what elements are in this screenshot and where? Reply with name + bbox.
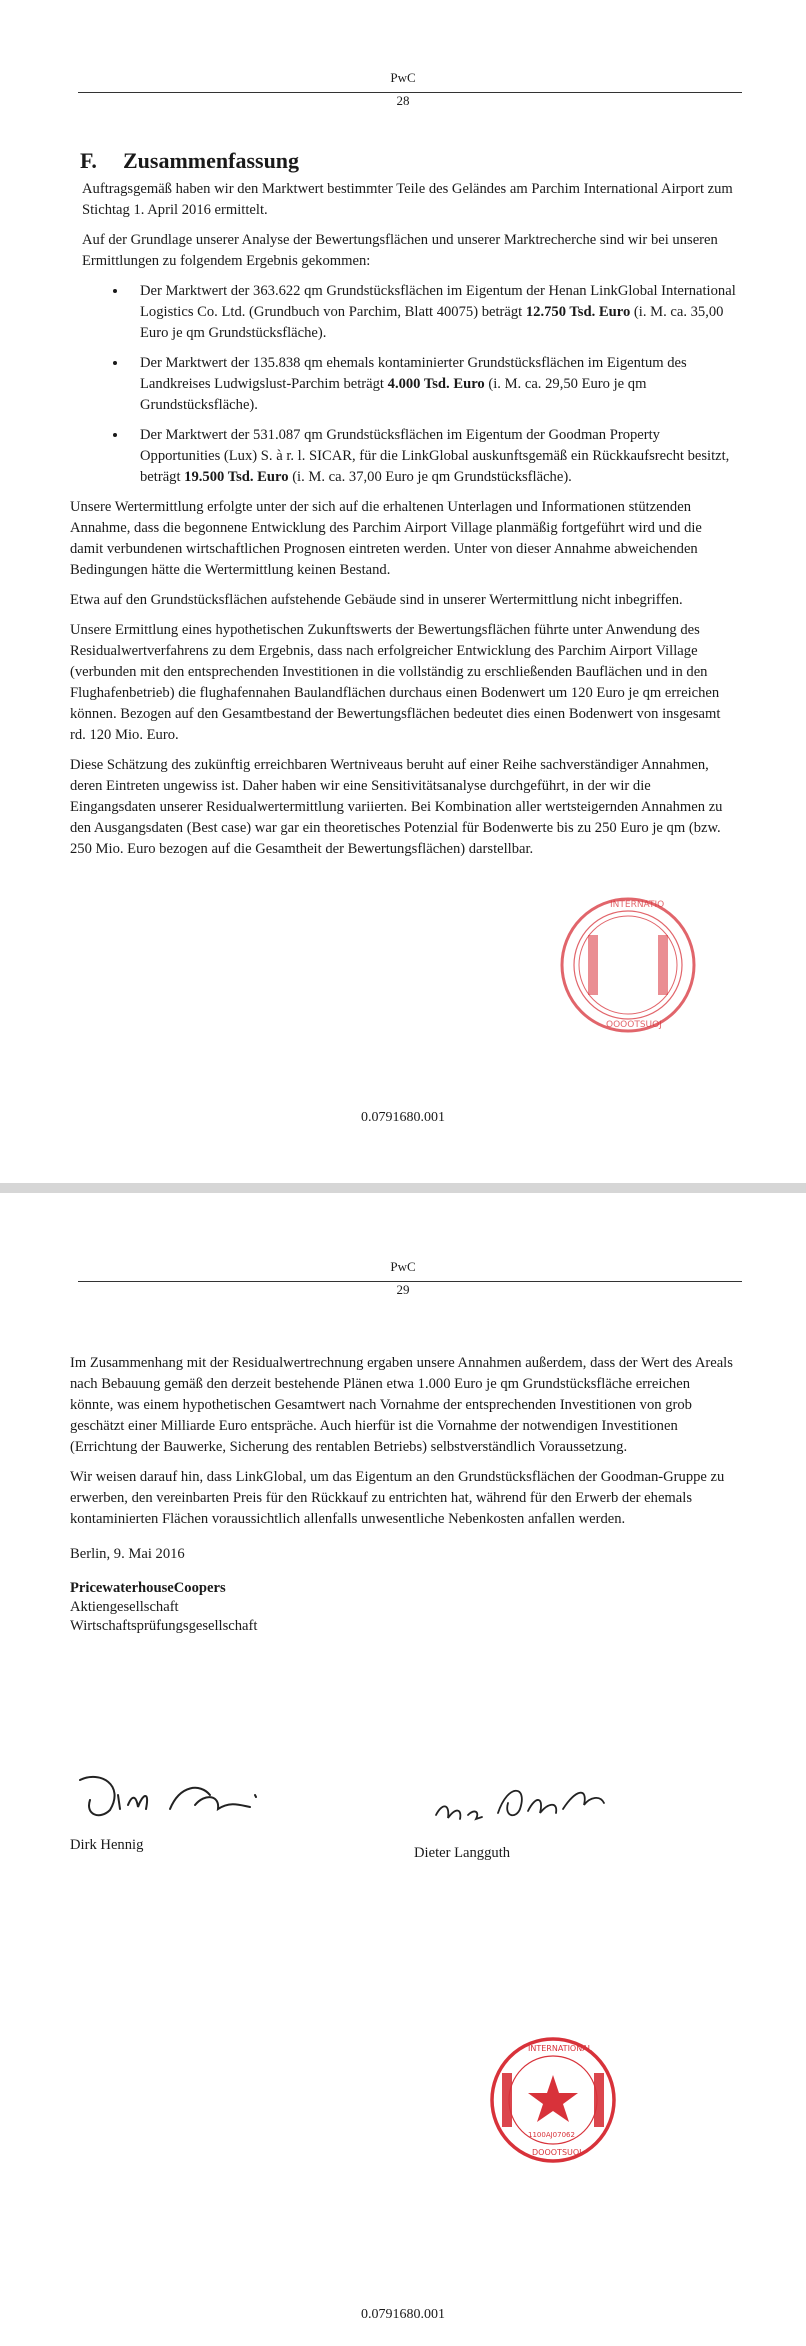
bullet-text: (i. M. ca. 29,50 Euro je qm Grundstücksfläche). xyxy=(140,376,647,413)
svg-text:OOOOTSUOJ: OOOOTSUOJ xyxy=(606,1020,662,1030)
company-block xyxy=(70,1579,736,1636)
section-letter: F. xyxy=(80,148,97,173)
page-body xyxy=(70,1353,736,1636)
bullet-text: (i. M. ca. 37,00 Euro je qm Grundstücksfläche). xyxy=(288,469,572,485)
bullet-text: Der Marktwert der 135.838 qm ehemals kontaminierter Grundstücksflächen im Eigentum des Landkreises Ludwigslust-Parchim beträgt xyxy=(140,355,687,392)
svg-text:1100AJ07062: 1100AJ07062 xyxy=(528,2131,575,2139)
body-paragraph: Wir weisen darauf hin, dass LinkGlobal, um das Eigentum an den Grundstücksflächen der Goodman-Gruppe zu erwerben, den vereinbarten Preis für den Rückkauf zu entrichten hat, während für den Erwerb der ehemals kontaminierten Flächen voraussichtlich allenfalls unwesentliche Nebenkosten anfallen werden. xyxy=(70,1469,725,1527)
place-date: Berlin, 9. Mai 2016 xyxy=(70,1546,185,1562)
page-number: 28 xyxy=(396,93,410,108)
bullet-value: 4.000 Tsd. Euro xyxy=(387,376,485,392)
list-item xyxy=(128,425,736,488)
body-paragraph: Unsere Wertermittlung erfolgte unter der sich auf die erhaltenen Unterlagen und Informationen stützenden Annahme, dass die begonnene Entwicklung des Parchim Airport Village planmäßig fortgeführt wird und die damit verbundenen wirtschaftlichen Prognosen eintreten werden. Unter von dieser Annahme abweichenden Bedingungen hätte die Wertermittlung keinen Bestand. xyxy=(70,499,702,578)
page-number: 29 xyxy=(396,1282,410,1297)
intro-paragraph: Auftragsgemäß haben wir den Marktwert bestimmter Teile des Geländes am Parchim International Airport zum Stichtag 1. April 2016 ermittelt. xyxy=(82,181,733,218)
company-seal-stamp xyxy=(558,895,698,1035)
company-name: PricewaterhouseCoopers xyxy=(70,1580,226,1596)
page-separator xyxy=(0,1183,806,1193)
header-label: PwC xyxy=(390,1259,416,1274)
company-seal-stamp xyxy=(488,2035,618,2165)
result-list xyxy=(70,281,736,488)
body-paragraph: Unsere Ermittlung eines hypothetischen Zukunftswerts der Bewertungsflächen führte unter Anwendung des Residualwertverfahrens zu dem Ergebnis, dass nach erfolgreicher Entwicklung des Parchim Airport Village (verbunden mit den entsprechenden Investitionen in die vollständig zu erschließenden Bauflächen und in den Flughafenbetrieb) die flughafennahen Baulandflächen durchaus einen Bodenwert um 120 Euro je qm erreichen können. Bezogen auf den Gesamtbestand der Bewertungsflächen bedeutet dies einen Bodenwert von insgesamt rd. 120 Mio. Euro. xyxy=(70,622,721,743)
list-item xyxy=(128,353,736,416)
intro-paragraph: Auf der Grundlage unserer Analyse der Bewertungsflächen und unserer Marktrecherche sind wir bei unseren Ermittlungen zu folgendem Ergebnis gekommen: xyxy=(82,232,718,269)
list-item xyxy=(128,281,736,344)
bullet-text: Der Marktwert der 363.622 qm Grundstücksflächen im Eigentum der Henan LinkGlobal International Logistics Co. Ltd. (Grundbuch von Parchim, Blatt 40075) beträgt xyxy=(140,283,736,320)
section-heading xyxy=(80,150,736,171)
signatory-left: Dirk Hennig xyxy=(70,1837,144,1853)
document-reference: 0.0791680.001 xyxy=(361,1110,445,1125)
document-page-29 xyxy=(0,1193,806,2346)
bullet-value: 19.500 Tsd. Euro xyxy=(184,469,289,485)
signature-dieter-langguth xyxy=(428,1773,618,1833)
body-paragraph: Etwa auf den Grundstücksflächen aufstehende Gebäude sind in unserer Wertermittlung nicht inbegriffen. xyxy=(70,592,683,608)
intro-block xyxy=(70,179,736,272)
document-reference: 0.0791680.001 xyxy=(361,2307,445,2322)
svg-text:INTERNATIONAL: INTERNATIONAL xyxy=(528,2044,593,2053)
signature-dirk-hennig xyxy=(70,1765,280,1830)
header-label: PwC xyxy=(390,70,416,85)
bullet-value: 12.750 Tsd. Euro xyxy=(525,304,631,320)
body-paragraph: Diese Schätzung des zukünftig erreichbaren Wertniveaus beruht auf einer Reihe sachverständiger Annahmen, deren Eintreten ungewiss ist. Daher haben wir eine Sensitivitätsanalyse durchgeführt, in der wir die Eingangsdaten unserer Residualwertermittlung variierten. Bei Kombination aller wertsteigernden Annahmen zu den Ausgangsdaten (Best case) war gar ein theoretisches Potenzial für Bodenwerte bis zu 250 Euro je qm (bzw. 250 Mio. Euro bezogen auf die Gesamtheit der Bewertungsflächen) darstellbar. xyxy=(70,757,723,857)
page-body xyxy=(70,150,736,869)
section-title: Zusammenfassung xyxy=(123,148,300,173)
bullet-text: Der Marktwert der 531.087 qm Grundstücksflächen im Eigentum der Goodman Property Opportunities (Lux) S. à r. l. SICAR, für die LinkGlobal auskunftsgemäß ein Rückkaufsrecht besitzt, beträgt xyxy=(140,427,730,485)
svg-text:DOOOTSUOJ: DOOOTSUOJ xyxy=(532,2148,582,2157)
bullet-text: (i. M. ca. 35,00 Euro je qm Grundstücksfläche). xyxy=(140,304,724,341)
body-paragraph: Im Zusammenhang mit der Residualwertrechnung ergaben unsere Annahmen außerdem, dass der Wert des Areals nach Bebauung gemäß den derzeit bestehende Plänen etwa 1.000 Euro je qm Grundstücksfläche erreichen könnte, was einem hypothetischen Gesamtwert nach Vornahme der entsprechenden Investitionen von grob geschätzt einer Milliarde Euro entspräche. Auch hierfür ist die Vornahme der notwendigen Investitionen (Errichtung der Bauwerke, Sicherung des rentablen Betriebs) selbstverständlich Voraussetzung. xyxy=(70,1355,733,1455)
company-line: Aktiengesellschaft xyxy=(70,1599,179,1615)
signatory-right: Dieter Langguth xyxy=(414,1845,511,1861)
company-line: Wirtschaftsprüfungsgesellschaft xyxy=(70,1618,258,1634)
svg-text:INTERNATIO: INTERNATIO xyxy=(610,900,665,910)
